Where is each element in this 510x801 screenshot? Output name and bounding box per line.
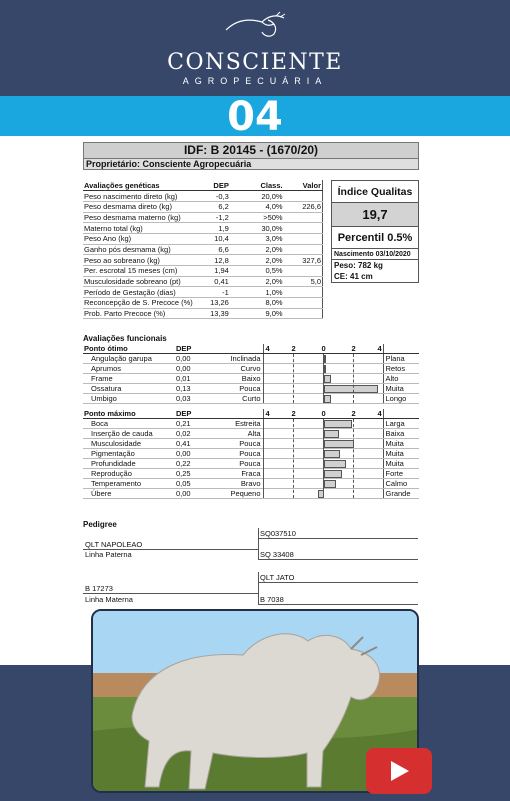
- functional-trait: Reprodução: [83, 469, 175, 479]
- genetic-value: [287, 212, 323, 223]
- lot-number: 04: [227, 94, 283, 140]
- genetic-class: 2,0%: [235, 276, 287, 287]
- genetic-trait: Materno total (kg): [83, 223, 195, 234]
- functional-row: [83, 354, 419, 364]
- functional-dep: 0,00: [175, 489, 213, 499]
- functional-left-label: Curvo: [213, 364, 263, 374]
- functional-bar: [324, 460, 347, 468]
- pedigree-sire: QLT NAPOLEAO: [83, 539, 258, 550]
- functional-dep: 0,00: [175, 449, 213, 459]
- genetic-dep: -1: [195, 287, 235, 298]
- functional-row: [83, 384, 419, 394]
- genetic-class: 4,0%: [235, 201, 287, 212]
- functional-bar: [324, 480, 336, 488]
- functional-header-name: Ponto máximo: [83, 409, 175, 419]
- chart-gridline: [353, 419, 354, 498]
- functional-bar: [324, 420, 353, 428]
- functional-trait: Musculosidade: [83, 439, 175, 449]
- functional-right-label: Calmo: [383, 479, 419, 489]
- brand-subtitle: AGROPECUÁRIA: [182, 76, 328, 86]
- functional-title: Avaliações funcionais: [83, 334, 167, 343]
- functional-dep: 0,41: [175, 439, 213, 449]
- functional-left-label: Estreita: [213, 419, 263, 429]
- functional-right-label: Grande: [383, 489, 419, 499]
- genetic-trait: Peso nascimento direto (kg): [83, 191, 195, 202]
- functional-trait: Inserção de cauda: [83, 429, 175, 439]
- functional-trait: Pigmentação: [83, 449, 175, 459]
- genetic-trait: Ganho pós desmama (kg): [83, 244, 195, 255]
- qualitas-title: Índice Qualitas: [332, 181, 418, 203]
- play-icon: [366, 748, 432, 794]
- functional-row: [83, 374, 419, 384]
- axis-tick-label: 2: [351, 409, 356, 418]
- pedigree-sire-dam: SQ 33408: [258, 549, 418, 560]
- axis-tick-label: 2: [291, 409, 296, 418]
- functional-row: [83, 419, 419, 429]
- genetic-value: 226,6: [287, 201, 323, 212]
- functional-row: [83, 364, 419, 374]
- functional-right-label: Muita: [383, 384, 419, 394]
- functional-left-label: Pouca: [213, 384, 263, 394]
- axis-tick-label: 0: [321, 409, 326, 418]
- genetic-row: [83, 276, 323, 287]
- cow-logo-icon: [222, 10, 288, 44]
- functional-trait: Úbere: [83, 489, 175, 499]
- functional-right-label: Plana: [383, 354, 419, 364]
- pedigree-paternal-line: Linha Paterna: [85, 550, 132, 559]
- genetic-trait: Peso desmama direto (kg): [83, 201, 195, 212]
- functional-row: [83, 479, 419, 489]
- genetic-class: 2,0%: [235, 255, 287, 266]
- genetic-value: [287, 244, 323, 255]
- genetic-value: 327,6: [287, 255, 323, 266]
- genetic-dep: 6,2: [195, 201, 235, 212]
- brand-name: CONSCIENTE: [167, 50, 343, 75]
- functional-dep: 0,21: [175, 419, 213, 429]
- functional-trait: Boca: [83, 419, 175, 429]
- genetic-row: [83, 308, 323, 319]
- functional-header-spacer: [213, 409, 263, 419]
- functional-bar: [324, 385, 378, 393]
- functional-dep: 0,25: [175, 469, 213, 479]
- genetic-dep: 12,8: [195, 255, 235, 266]
- functional-left-label: Alta: [213, 429, 263, 439]
- pedigree-title: Pedigree: [83, 520, 117, 529]
- functional-row: [83, 469, 419, 479]
- genetic-row: [83, 287, 323, 298]
- axis-tick-label: 2: [291, 344, 296, 353]
- genetic-trait: Prob. Parto Precoce (%): [83, 308, 195, 319]
- functional-trait: Ossatura: [83, 384, 175, 394]
- functional-left-label: Pouca: [213, 439, 263, 449]
- axis-tick-label: 2: [351, 344, 356, 353]
- functional-maximum-table: [83, 409, 419, 499]
- genetic-header-class: Class.: [235, 180, 287, 191]
- axis-tick-label: 0: [321, 344, 326, 353]
- genetic-dep: 1,94: [195, 266, 235, 277]
- functional-right-label: Muita: [383, 439, 419, 449]
- genetic-trait: Reconcepção de S. Precoce (%): [83, 298, 195, 309]
- qualitas-value: 19,7: [332, 203, 418, 227]
- functional-right-label: Forte: [383, 469, 419, 479]
- genetic-row: [83, 266, 323, 277]
- functional-right-label: Longo: [383, 394, 419, 404]
- functional-right-label: Larga: [383, 419, 419, 429]
- qualitas-box: [331, 180, 419, 283]
- birth-date: Nascimento 03/10/2020: [332, 249, 418, 260]
- axis-tick-label: 4: [265, 344, 270, 353]
- genetic-trait: Per. escrotal 15 meses (cm): [83, 266, 195, 277]
- functional-row: [83, 489, 419, 499]
- genetic-dep: -1,2: [195, 212, 235, 223]
- pedigree-dam-sire: QLT JATO: [258, 572, 418, 583]
- chart-gridline: [263, 419, 264, 498]
- functional-trait: Umbigo: [83, 394, 175, 404]
- genetic-value: [287, 298, 323, 309]
- genetic-row: [83, 201, 323, 212]
- pedigree-maternal-line: Linha Materna: [85, 595, 133, 604]
- functional-header-row: [83, 344, 419, 354]
- genetic-dep: -0,3: [195, 191, 235, 202]
- genetic-header-name: Avaliações genéticas: [83, 180, 195, 191]
- functional-axis: [263, 409, 383, 419]
- genetic-trait: Peso Ano (kg): [83, 233, 195, 244]
- axis-tick-label: 4: [377, 344, 382, 353]
- functional-dep: 0,01: [175, 374, 213, 384]
- genetic-row: [83, 298, 323, 309]
- functional-left-label: Pouca: [213, 449, 263, 459]
- functional-bar: [324, 430, 339, 438]
- pedigree-connector: [258, 528, 259, 560]
- functional-dep: 0,05: [175, 479, 213, 489]
- chart-gridline: [323, 354, 324, 403]
- functional-trait: Angulação garupa: [83, 354, 175, 364]
- functional-trait: Profundidade: [83, 459, 175, 469]
- functional-left-label: Pouca: [213, 459, 263, 469]
- functional-trait: Aprumos: [83, 364, 175, 374]
- genetic-header-row: [83, 180, 323, 191]
- functional-left-label: Curto: [213, 394, 263, 404]
- genetic-class: 8,0%: [235, 298, 287, 309]
- genetic-row: [83, 244, 323, 255]
- idf-title: IDF: B 20145 - (1670/20): [83, 142, 419, 159]
- functional-trait: Frame: [83, 374, 175, 384]
- genetic-dep: 13,39: [195, 308, 235, 319]
- functional-right-label: Baixa: [383, 429, 419, 439]
- genetic-dep: 0,41: [195, 276, 235, 287]
- genetic-value: [287, 287, 323, 298]
- functional-left-label: Fraca: [213, 469, 263, 479]
- genetic-class: 30,0%: [235, 223, 287, 234]
- functional-header-dep: DEP: [175, 344, 213, 354]
- functional-header-row: [83, 409, 419, 419]
- genetic-class: 0,5%: [235, 266, 287, 277]
- genetic-value: [287, 233, 323, 244]
- functional-left-label: Baixo: [213, 374, 263, 384]
- functional-dep: 0,02: [175, 429, 213, 439]
- header-band: [0, 0, 510, 96]
- genetic-class: 2,0%: [235, 244, 287, 255]
- genetic-class: 1,0%: [235, 287, 287, 298]
- qualitas-percentil: Percentil 0.5%: [332, 227, 418, 249]
- genetic-header-value: Valor: [287, 180, 323, 191]
- functional-right-label: Retos: [383, 364, 419, 374]
- functional-bar: [324, 375, 332, 383]
- functional-header-spacer-2: [383, 344, 419, 354]
- chart-gridline: [323, 419, 324, 498]
- functional-bar: [324, 440, 354, 448]
- genetic-trait: Peso ao sobreano (kg): [83, 255, 195, 266]
- genetic-row: [83, 191, 323, 202]
- functional-axis: [263, 344, 383, 354]
- functional-optimal-table: [83, 344, 419, 404]
- functional-left-label: Pequeno: [213, 489, 263, 499]
- functional-dep: 0,22: [175, 459, 213, 469]
- functional-row: [83, 429, 419, 439]
- genetic-dep: 6,6: [195, 244, 235, 255]
- chart-gridline: [353, 354, 354, 403]
- genetic-dep: 1,9: [195, 223, 235, 234]
- functional-row: [83, 439, 419, 449]
- axis-tick-label: 4: [377, 409, 382, 418]
- chart-gridline: [293, 354, 294, 403]
- functional-dep: 0,00: [175, 364, 213, 374]
- genetic-row: [83, 212, 323, 223]
- genetic-class: 20,0%: [235, 191, 287, 202]
- genetic-trait: Período de Gestação (dias): [83, 287, 195, 298]
- genetic-header-dep: DEP: [195, 180, 235, 191]
- functional-row: [83, 449, 419, 459]
- functional-trait: Temperamento: [83, 479, 175, 489]
- pedigree-dam: B 17273: [83, 583, 258, 594]
- weight-value: Peso: 782 kg: [334, 261, 383, 270]
- genetic-table: [83, 180, 323, 319]
- play-video-button[interactable]: [366, 748, 432, 794]
- pedigree-dam-dam: B 7038: [258, 594, 418, 605]
- owner-line: Proprietário: Consciente Agropecuária: [83, 159, 419, 170]
- genetic-row: [83, 233, 323, 244]
- functional-left-label: Bravo: [213, 479, 263, 489]
- functional-header-dep: DEP: [175, 409, 213, 419]
- genetic-value: [287, 308, 323, 319]
- genetic-dep: 10,4: [195, 233, 235, 244]
- genetic-trait: Musculosidade sobreano (pt): [83, 276, 195, 287]
- ce-value: CE: 41 cm: [334, 272, 373, 281]
- axis-tick-label: 4: [265, 409, 270, 418]
- chart-gridline: [293, 419, 294, 498]
- functional-dep: 0,13: [175, 384, 213, 394]
- pedigree-connector-2: [258, 572, 259, 605]
- genetic-value: [287, 266, 323, 277]
- genetic-class: 3,0%: [235, 233, 287, 244]
- functional-row: [83, 459, 419, 469]
- genetic-dep: 13,26: [195, 298, 235, 309]
- genetic-row: [83, 223, 323, 234]
- genetic-class: >50%: [235, 212, 287, 223]
- functional-header-spacer-2: [383, 409, 419, 419]
- functional-header-name: Ponto ótimo: [83, 344, 175, 354]
- functional-dep: 0,03: [175, 394, 213, 404]
- genetic-class: 9,0%: [235, 308, 287, 319]
- pedigree-sire-sire: SQ037510: [258, 528, 418, 539]
- functional-bar: [324, 470, 342, 478]
- functional-bar: [324, 395, 332, 403]
- functional-bar: [324, 450, 341, 458]
- genetic-value: 5,0: [287, 276, 323, 287]
- genetic-trait: Peso desmama materno (kg): [83, 212, 195, 223]
- functional-left-label: Inclinada: [213, 354, 263, 364]
- functional-right-label: Alto: [383, 374, 419, 384]
- genetic-value: [287, 223, 323, 234]
- functional-right-label: Muita: [383, 459, 419, 469]
- functional-header-spacer: [213, 344, 263, 354]
- functional-dep: 0,00: [175, 354, 213, 364]
- chart-gridline: [263, 354, 264, 403]
- functional-right-label: Muita: [383, 449, 419, 459]
- genetic-value: [287, 191, 323, 202]
- genetic-row: [83, 255, 323, 266]
- functional-row: [83, 394, 419, 404]
